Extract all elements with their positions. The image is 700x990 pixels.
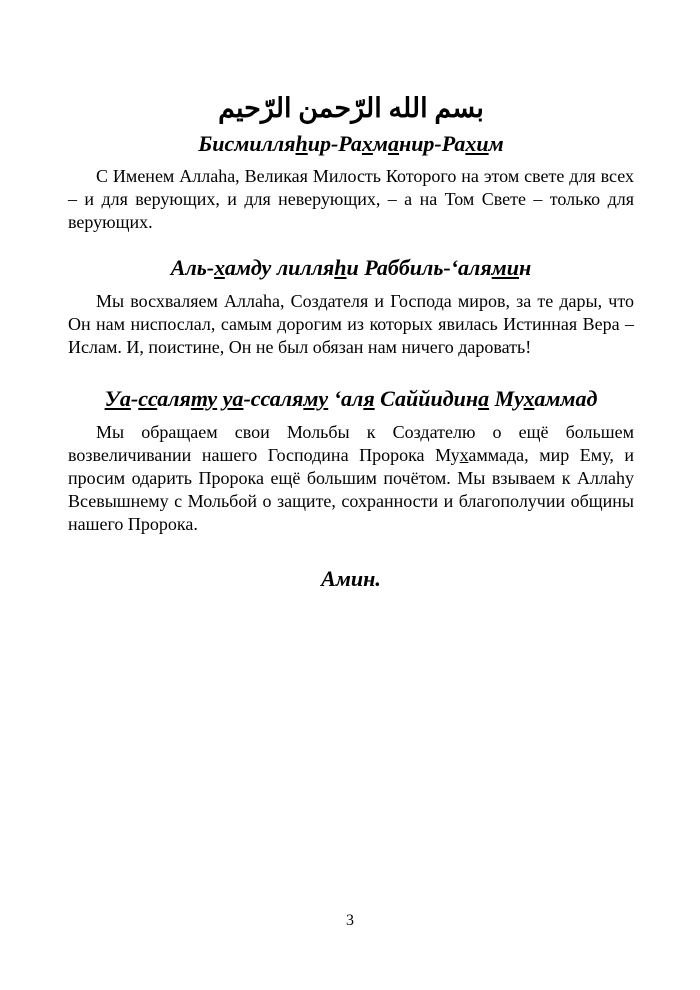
- page-content: [68, 88, 634, 593]
- heading-text: -ссаля: [243, 386, 304, 411]
- paragraph-alhamdu: Мы восхваляем Аллаhа, Создателя и Господа миров, за те дары, что Он нам ниспослал, самым дорогим из которых явилась Истинная Вера – Ислам. И, поистине, Он не был обязан нам ничего даровать!: [68, 291, 634, 357]
- paragraph-text: аммада, мир Ему, и просим одарить Пророка ещё большим почётом. Мы взываем к Аллаhу Всевышнему с Мольбой о защите, сохранности и благополучии общины нашего Пророка.: [68, 445, 634, 534]
- paragraph-text: Мы обращаем свои Мольбы к Создателю о ещё большем возвеличивании нашего Господина Пророка Му: [68, 422, 634, 465]
- heading-text: и Раббиль-‘аля: [346, 255, 492, 280]
- heading-underlined: ми: [491, 255, 519, 280]
- heading-underlined: сс: [138, 386, 158, 411]
- heading-text: Му: [489, 386, 524, 411]
- paragraph-bismillah: С Именем Аллаhа, Великая Милость Которого на этом свете для всех – и для верующих, и для неверующих, – а на Том Свете – только для верующих.: [68, 166, 634, 232]
- heading-underlined: му: [303, 386, 329, 411]
- heading-underlined: х: [523, 386, 535, 411]
- heading-underlined: h: [295, 131, 308, 156]
- heading-text: н: [518, 255, 532, 280]
- heading-bismillah: [68, 130, 634, 158]
- heading-text: аммад: [534, 386, 598, 411]
- heading-salawat: [68, 385, 634, 413]
- heading-underlined: h: [334, 255, 347, 280]
- heading-text: -: [130, 386, 139, 411]
- heading-underlined: ту: [190, 386, 218, 411]
- heading-text: нир-Ра: [398, 131, 466, 156]
- heading-underlined: х: [214, 255, 225, 280]
- heading-underlined: я: [363, 386, 375, 411]
- heading-underlined: Уа: [104, 386, 131, 411]
- heading-text: Аль-: [170, 255, 215, 280]
- basmala-arabic: بسم الله الرّحمن الرّحيم: [218, 93, 484, 123]
- heading-text: м: [372, 131, 388, 156]
- heading-underlined: а: [387, 131, 399, 156]
- heading-underlined: х: [361, 131, 373, 156]
- closing-amin: Амин.: [321, 566, 381, 591]
- page-number: 3: [346, 912, 354, 929]
- heading-underlined: а: [478, 386, 490, 411]
- heading-text: амду лилля: [224, 255, 335, 280]
- paragraph-salawat: [68, 421, 634, 536]
- heading-text: ир-Ра: [307, 131, 362, 156]
- heading-text: Бисмилля: [198, 131, 296, 156]
- heading-underlined: уа: [222, 386, 244, 411]
- heading-alhamdu: [68, 254, 634, 282]
- heading-text: ‘ал: [328, 386, 364, 411]
- heading-underlined: хи: [465, 131, 489, 156]
- paragraph-underlined: х: [459, 445, 469, 465]
- heading-text: м: [488, 131, 504, 156]
- heading-text: аля: [157, 386, 191, 411]
- heading-text: Саййидин: [374, 386, 479, 411]
